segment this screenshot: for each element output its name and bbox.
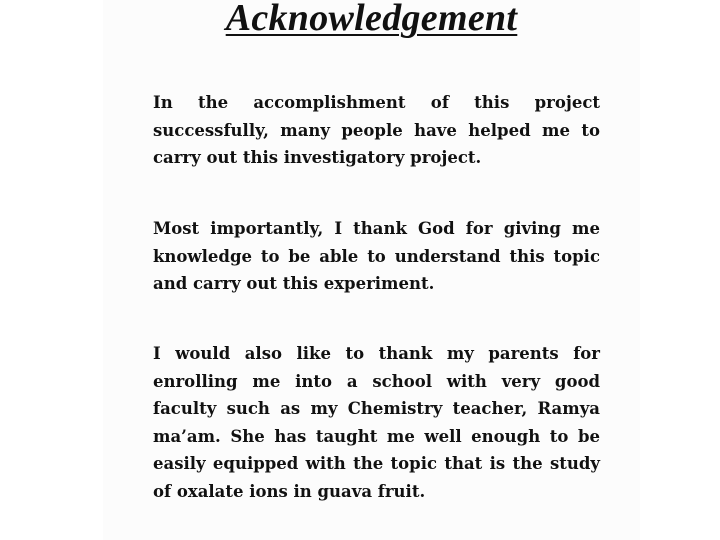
document-sheet bbox=[103, 0, 640, 540]
paragraph-project-help: In the accomplishment of this project successfully, many people have helped me to carry out this investigatory project. bbox=[153, 93, 600, 167]
page-title: Acknowledgement bbox=[225, 0, 518, 39]
paragraph-thanks-god: Most importantly, I thank God for giving me knowledge to be able to understand this topic and carry out this experiment. bbox=[153, 219, 600, 293]
paragraph-thanks-parents: I would also like to thank my parents for enrolling me into a school with very good faculty such as my Chemistry teacher, Ramya ma’am. She has taught me well enough to be easily equipped with the topic that is the study of oxalate ions in guava fruit. bbox=[153, 344, 600, 501]
